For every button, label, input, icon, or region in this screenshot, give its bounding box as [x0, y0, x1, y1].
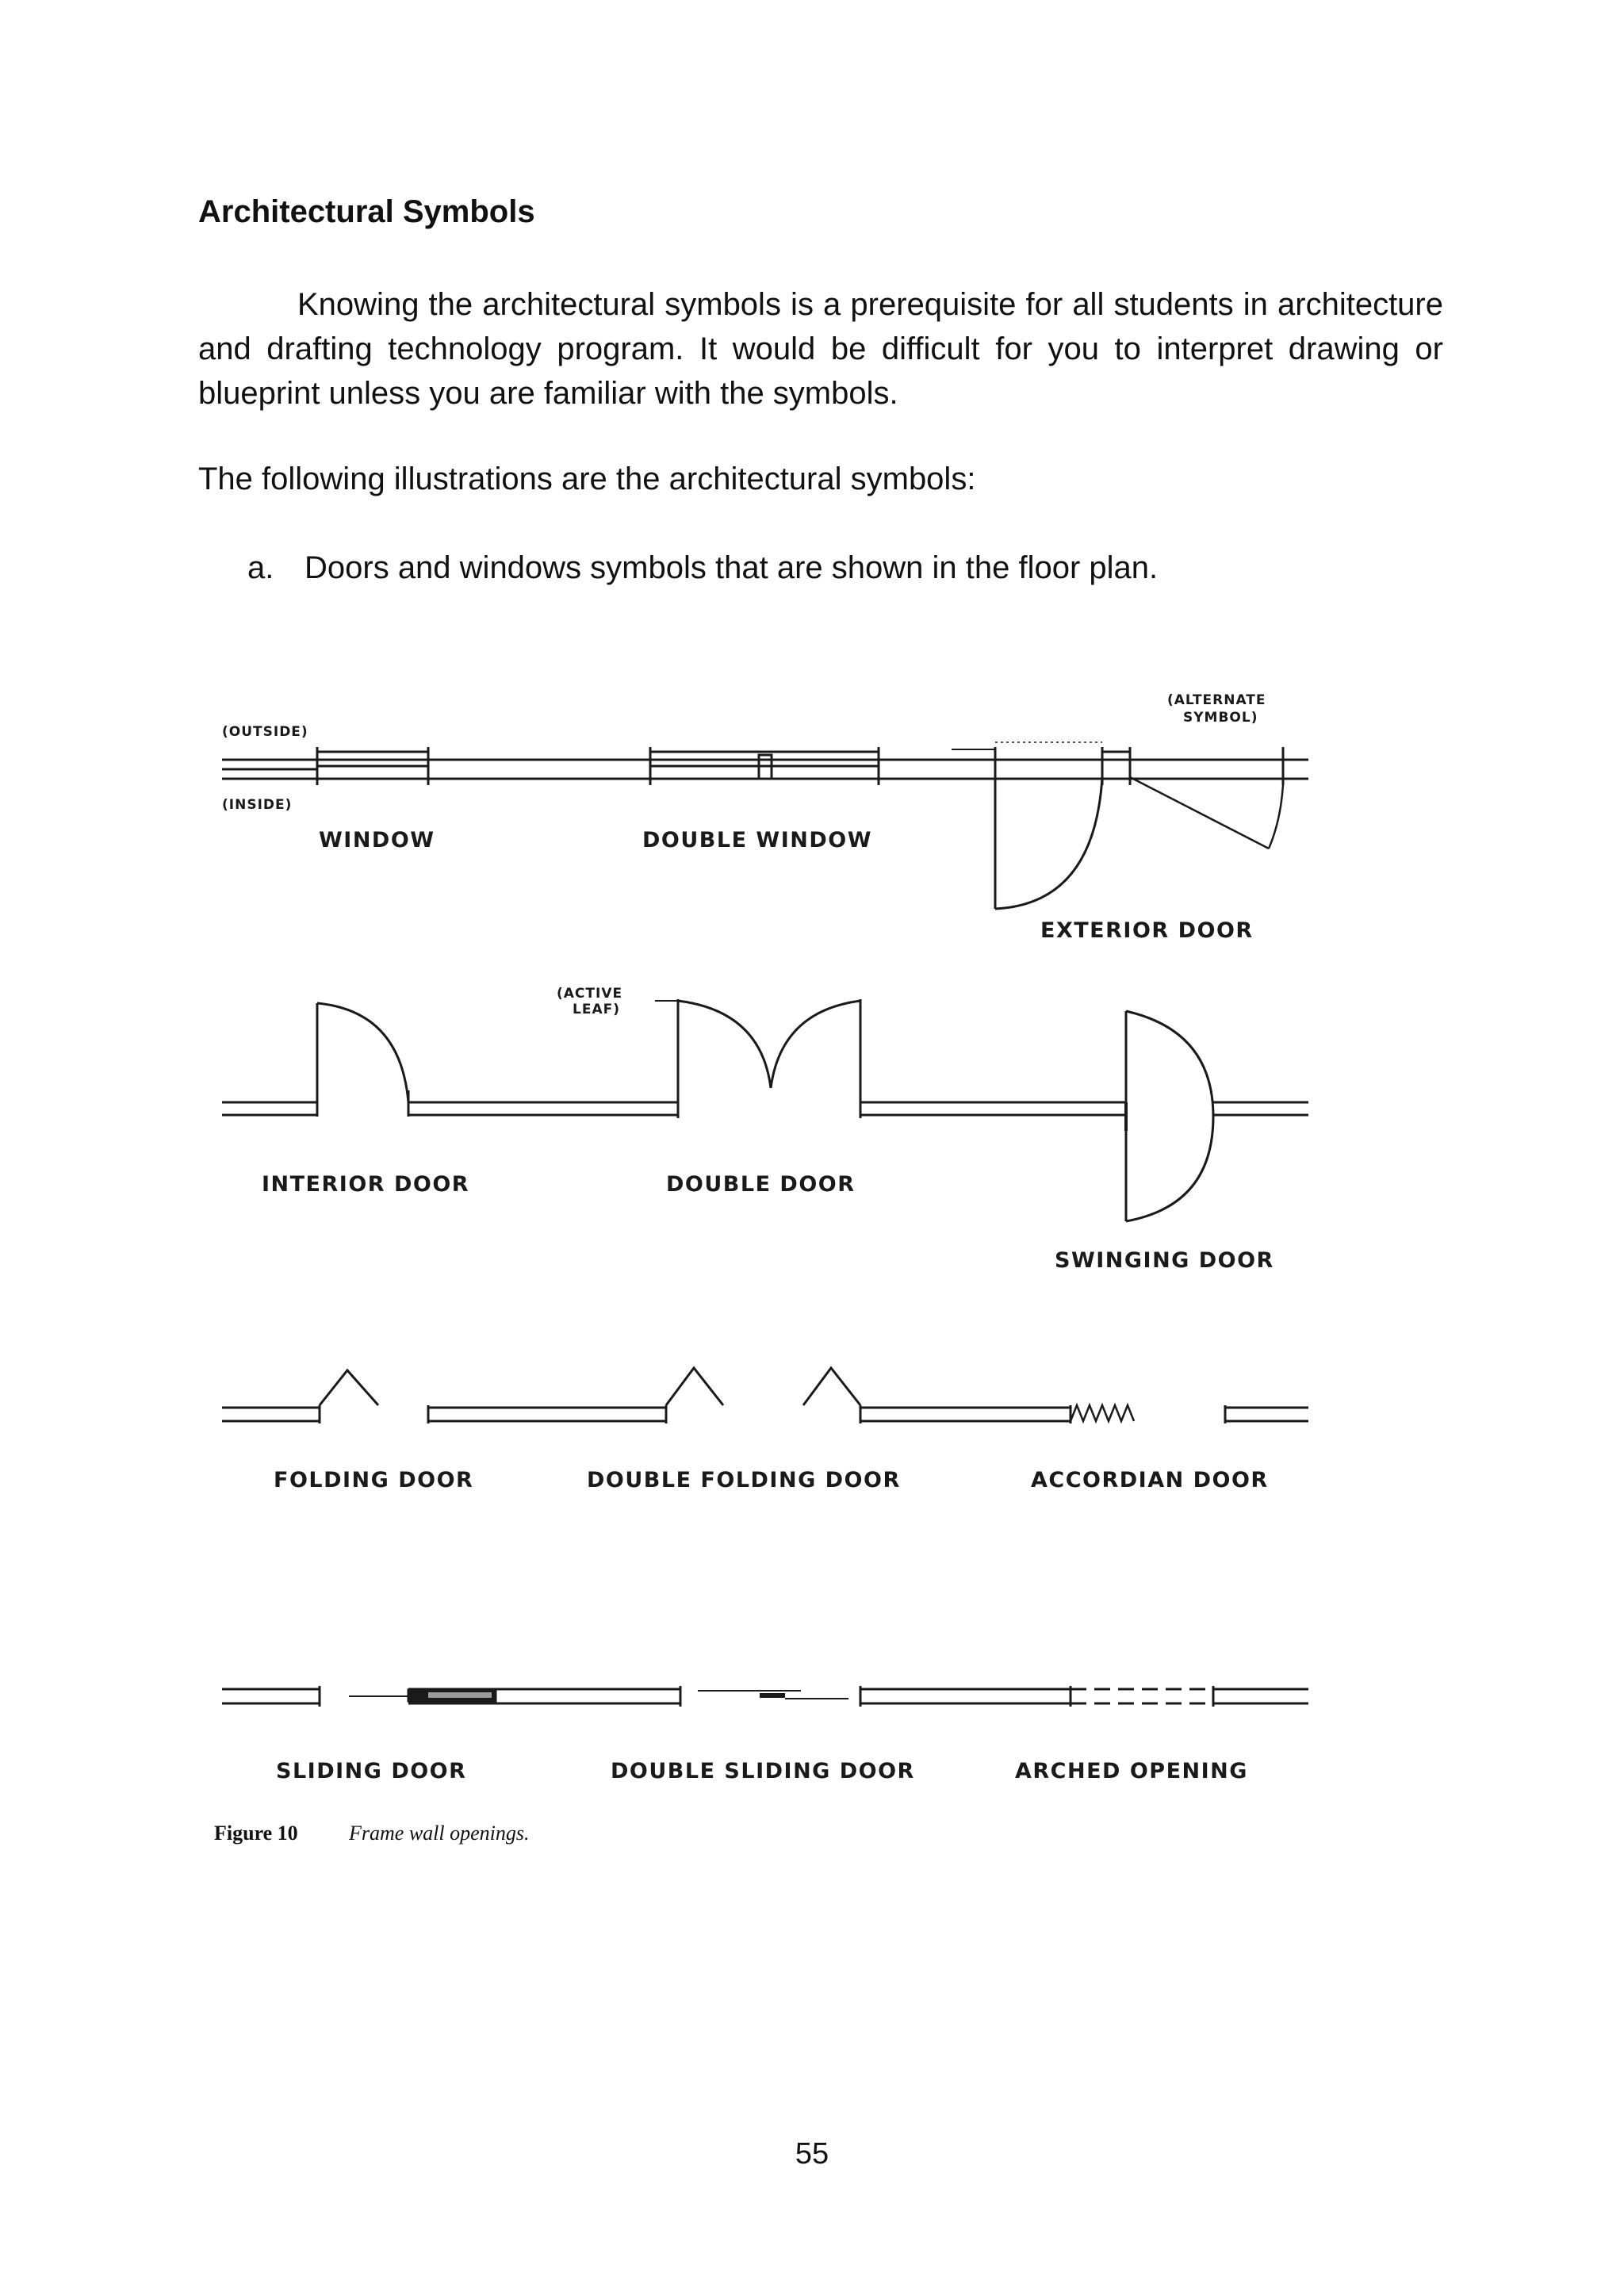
figure-caption-number: Figure 10: [214, 1822, 298, 1845]
label-double-folding-door: DOUBLE FOLDING DOOR: [587, 1468, 901, 1492]
label-folding-door: FOLDING DOOR: [274, 1468, 474, 1492]
arched-opening-symbol: [1071, 1686, 1308, 1707]
accordian-door-symbol: [1071, 1405, 1308, 1423]
label-double-door: DOUBLE DOOR: [666, 1172, 856, 1197]
exterior-door-symbol: [952, 742, 1283, 909]
annotation-alternate-line1: (ALTERNATE: [1167, 692, 1266, 708]
double-folding-door-symbol: [666, 1368, 1071, 1423]
label-accordian-door: ACCORDIAN DOOR: [1031, 1468, 1269, 1492]
label-window: WINDOW: [319, 828, 435, 852]
label-exterior-door: EXTERIOR DOOR: [1040, 918, 1254, 943]
label-sliding-door: SLIDING DOOR: [276, 1759, 467, 1784]
page-heading: Architectural Symbols: [198, 194, 535, 229]
label-double-sliding-door: DOUBLE SLIDING DOOR: [611, 1759, 915, 1784]
swinging-door-symbol: [1126, 1011, 1308, 1221]
figure-frame-wall-openings: [190, 658, 1364, 1959]
label-double-window: DOUBLE WINDOW: [642, 828, 872, 852]
label-arched-opening: ARCHED OPENING: [1015, 1759, 1248, 1784]
intro-paragraph: Knowing the architectural symbols is a prerequisite for all students in architecture and drafting technology program. It would be difficult for you to interpret drawing or blueprint unless you are familiar with the symbols.: [198, 287, 1443, 411]
page-number: 55: [795, 2137, 829, 2170]
sliding-door-symbol: [222, 1686, 680, 1707]
list-item-text: Doors and windows symbols that are shown in the floor plan.: [304, 550, 1159, 585]
symbols-diagram: [190, 658, 1364, 1959]
label-interior-door: INTERIOR DOOR: [262, 1172, 470, 1197]
double-door-symbol: [655, 999, 1126, 1118]
label-swinging-door: SWINGING DOOR: [1055, 1248, 1274, 1273]
list-item-doors-windows: [247, 546, 1158, 590]
folding-door-symbol: [222, 1370, 666, 1423]
annotation-outside: (OUTSIDE): [222, 724, 308, 740]
annotation-inside: (INSIDE): [222, 797, 293, 813]
annotation-active-line2: LEAF): [573, 1002, 620, 1017]
double-sliding-door-symbol: [698, 1686, 1071, 1707]
illustrations-paragraph: The following illustrations are the architectural symbols:: [198, 462, 976, 496]
annotation-alternate-line2: SYMBOL): [1183, 710, 1258, 726]
interior-door-symbol: [222, 1003, 678, 1117]
annotation-active-line1: (ACTIVE: [557, 986, 623, 1002]
figure-caption-text: Frame wall openings.: [349, 1822, 530, 1845]
list-marker: a.: [247, 550, 274, 585]
